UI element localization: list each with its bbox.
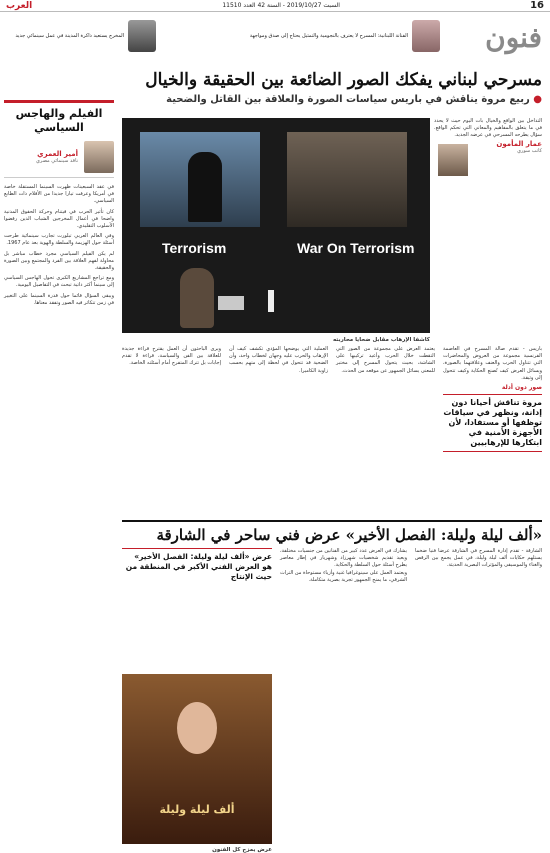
- intro-column: [434, 118, 542, 178]
- teaser-photo: [412, 20, 440, 52]
- article-column: [229, 346, 328, 516]
- intro-text: التداخل بين الواقع والخيال بات اليوم حيث لا يحدد في ما يتعلق بالمفاهيم والمعاني التي تحكم الواقع. سؤال يطرحه المسرحي في عرضه الجديد.: [434, 118, 542, 139]
- sidebar-author-role: ناقد سينمائي مصري: [36, 158, 78, 164]
- paragraph: كان تأثير الحرب في فيتنام وحركة الحقوق المدنية واضحا في أعمال المخرجين الشباب الذين رفضوا الأسلوب التقليدي.: [4, 208, 114, 230]
- article-columns: [122, 346, 542, 516]
- performer-figure: [180, 268, 214, 328]
- article-column: [122, 346, 221, 516]
- teaser-text: الفنانة اللبنانية: المسرح لا يعترف بالنجومية والتمثيل يحتاج إلى صدق ومواجهة: [249, 32, 408, 39]
- projection-screen: [287, 132, 407, 227]
- page-number: 16: [530, 0, 544, 11]
- sidebar-author-name: أمير العمري: [37, 150, 78, 158]
- photo-caption: كاشفا الإرهاب مقابل ضحايا محاربته: [332, 337, 430, 343]
- paragraph: ويبقى السؤال قائما حول قدرة السينما على التغيير في زمن تتكاثر فيه الصور وتفقد معناها.: [4, 292, 114, 306]
- section-header: [0, 13, 550, 57]
- main-photo: [122, 118, 430, 333]
- poster-caption: عرض يمزج كل الفنون: [212, 847, 272, 853]
- second-article-columns: [122, 548, 542, 853]
- article-text: ويعتمد العمل على سينوغرافيا غنية وأزياء مستوحاة من التراث الشرقي، ما يمنح الجمهور تجربة بصرية متكاملة.: [280, 569, 407, 583]
- article-text: يشارك في العرض عدد كبير من الفنانين من جنسيات مختلفة، ويعيد تقديم شخصيات شهرزاد وشهريار في إطار معاصر يطرح أسئلة حول السلطة والحكاية.: [280, 548, 407, 569]
- article-text: ويرى الباحثون أن العمل يقترح قراءة جديدة للعلاقة بين الفن والسياسة، قراءة لا تقدم إجابات بل تترك المتفرج أمام أسئلته الخاصة.: [122, 346, 221, 367]
- author-role: كاتب سوري: [517, 147, 542, 154]
- opinion-sidebar: [4, 100, 114, 840]
- article-text: الشارقة - تقدم إدارة المسرح في الشارقة عرضا فنيا ضخما يستلهم حكايات ألف ليلة وليلة، في عمل يجمع بين الرقص والغناء والموسيقى والمؤثرات البصرية الحديثة.: [415, 548, 542, 569]
- laptop: [218, 296, 244, 310]
- event-poster: [122, 674, 272, 844]
- article-column: [415, 548, 542, 838]
- article-subheading: صور دون أدلة: [501, 384, 542, 392]
- pull-quote: مروة تناقش أحيانا دون إدانة، ونظهر في سياقات توظفها أو مستفادا، لأن الأجهزة الأمنية في ابتكارها للإرهابيين: [443, 394, 542, 452]
- paragraph: ومع تراجع المشاريع الكبرى تحول الهاجس السياسي إلى سينما أكثر ذاتية تبحث في التفاصيل اليومية.: [4, 275, 114, 289]
- sidebar-heading: الفيلم والهاجس السياسي: [4, 100, 114, 135]
- paragraph: لم يكن الفيلم السياسي مجرد خطاب مباشر بل محاولة لفهم العلاقة بين الفرد والمجتمع وبين الصورة والحقيقة.: [4, 250, 114, 272]
- article-column: [443, 346, 542, 516]
- screen-label: War On Terrorism: [297, 240, 415, 256]
- second-headline: «ألف ليلة وليلة: الفصل الأخير» عرض فني ساحر في الشارقة: [122, 520, 542, 544]
- bullet-icon: ●: [533, 94, 542, 105]
- paragraph: في عقد السبعينات ظهرت السينما المستقلة خاصة في أمريكا وعرفت تيارا جديدا من الأفلام ذات الطابع السياسي.: [4, 184, 114, 205]
- paragraph: وفي العالم العربي تبلورت تجارب سينمائية طرحت أسئلة حول الهزيمة والسلطة والهوية بعد عام 1967.: [4, 233, 114, 247]
- main-subheadline: [122, 94, 542, 105]
- article-column: [122, 548, 272, 853]
- top-bar: [0, 0, 550, 12]
- pull-quote: عرض «ألف ليلة وليلة: الفصل الأخير» هو العرض الفني الأكبر في المنطقة من حيث الإنتاج: [122, 548, 272, 582]
- projection-screen: [140, 132, 260, 227]
- teaser-text: المخرج يستعيد ذاكرة المدينة في عمل سينمائي جديد: [15, 32, 124, 39]
- article-column: [280, 548, 407, 838]
- desk-lamp: [268, 290, 274, 312]
- sidebar-body: [4, 184, 114, 307]
- main-headline: مسرحي لبناني يفكك الصور الضائعة بين الحقيقة والخيال: [145, 70, 542, 90]
- masked-figure: [188, 152, 222, 222]
- article-text: باريس - تقدم صالة المسرح في العاصمة الفرنسية مجموعة من العروض والمحاضرات التي تتناول الحرب والعنف وعلاقتهما بالصورة، ويسائل العرض كيف تُصنع الحكاية وكيف تتحول إلى وثيقة.: [443, 346, 542, 381]
- screen-label: Terrorism: [162, 240, 227, 256]
- article-column: [336, 346, 435, 516]
- poster-title: ألف ليلة وليلة: [159, 803, 235, 816]
- teaser-item[interactable]: [6, 17, 156, 55]
- sidebar-author-box: [4, 141, 114, 178]
- author-name: عمار المأمون: [496, 139, 542, 148]
- teaser-item[interactable]: [240, 17, 440, 55]
- author-photo: [438, 144, 468, 176]
- article-text: يعتمد العرض على مجموعة من الصور التي التقطت خلال الحرب وأعيد تركيبها على الشاشة، بحيث يتحول المسرح إلى مختبر للمعنى يسائل الجمهور عن موقعه من الحدث.: [336, 346, 435, 374]
- teaser-photo: [128, 20, 156, 52]
- date-line: السبت 2019/10/27 - السنة 42 العدد 11510: [222, 2, 340, 9]
- newspaper-logo: العرب: [6, 0, 33, 11]
- avatar: [84, 141, 114, 173]
- article-text: العملية التي يوضحها المؤدي تكشف كيف أن الإرهاب والحرب عليه وجهان لخطاب واحد، وأن الضحية قد تتحول في لحظة إلى متهم بحسب زاوية الكاميرا.: [229, 346, 328, 374]
- subheadline-text: ربيع مروة يناقش في باريس سياسات الصورة والعلاقة بين القاتل والضحية: [166, 94, 530, 105]
- section-title: فنون: [485, 21, 542, 54]
- poster-face: [177, 702, 217, 754]
